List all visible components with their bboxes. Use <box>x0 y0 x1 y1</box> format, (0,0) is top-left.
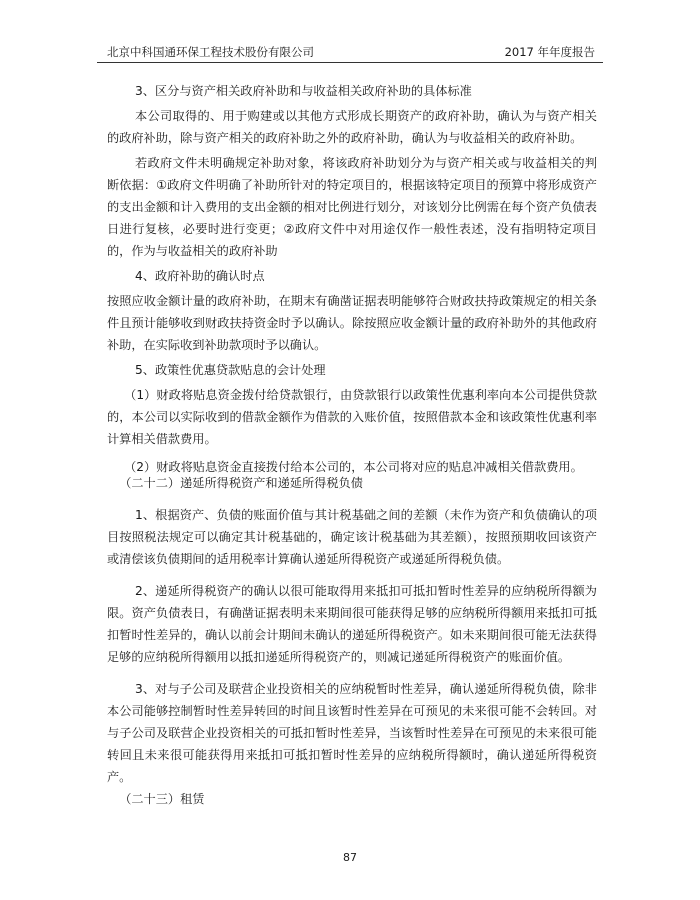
paragraph-asset-related-subsidy: 本公司取得的、用于购建或以其他方式形成长期资产的政府补助，确认为与资产相关的政府补助，除与资产相关的政府补助之外的政府补助，确认为与收益相关的政府补助。 <box>107 109 597 145</box>
section-heading-loan-interest: 5、政策性优惠贷款贴息的会计处理 <box>135 363 326 377</box>
page-header <box>97 40 603 60</box>
report-title: 2017 年年度报告 <box>504 45 595 59</box>
section-heading-subsidy-criteria: 3、区分与资产相关政府补助和与收益相关政府补助的具体标准 <box>135 84 472 98</box>
section-heading-recognition-timing: 4、政府补助的确认时点 <box>135 269 265 283</box>
paragraph-deferred-tax-3: 3、对与子公司及联营企业投资相关的应纳税暂时性差异，确认递延所得税负债，除非本公司能够控制暂时性差异转回的时间且该暂时性差异在可预见的未来很可能不会转回。对与子公司及联营企业投资相关的可抵扣暂时性差异，当该暂时性差异在可预见的未来很可能转回且未来很可能获得用来抵扣可抵扣暂时性差异的应纳税所得额时，确认递延所得税资产。 <box>107 682 597 784</box>
paragraph-classification-basis: 若政府文件未明确规定补助对象，将该政府补助划分为与资产相关或与收益相关的判断依据：①政府文件明确了补助所针对的特定项目的，根据该特定项目的预算中将形成资产的支出金额和计入费用的支出金额的相对比例进行划分，对该划分比例需在每个资产负债表日进行复核，必要时进行变更；②政府文件中对用途仅作一般性表述，没有指明特定项目的，作为与收益相关的政府补助 <box>107 156 597 258</box>
paragraph-loan-interest-2: （2）财政将贴息资金直接拨付给本公司的，本公司将对应的贴息冲减相关借款费用。 <box>124 460 583 474</box>
paragraph-loan-interest-1: （1）财政将贴息资金拨付给贷款银行，由贷款银行以政策性优惠利率向本公司提供贷款的，本公司以实际收到的借款金额作为借款的入账价值，按照借款本金和该政策性优惠利率计算相关借款费用。 <box>107 388 597 446</box>
document-body <box>107 80 597 810</box>
section-heading-deferred-tax: （二十二）递延所得税资产和递延所得税负债 <box>119 476 363 490</box>
section-heading-leases: （二十三）租赁 <box>119 792 205 806</box>
page-number: 87 <box>343 851 357 864</box>
paragraph-recognition-timing: 按照应收金额计量的政府补助，在期末有确凿证据表明能够符合财政扶持政策规定的相关条件且预计能够收到财政扶持资金时予以确认。除按照应收金额计量的政府补助外的其他政府补助，在实际收到补助款项时予以确认。 <box>107 294 597 352</box>
paragraph-deferred-tax-2: 2、递延所得税资产的确认以很可能取得用来抵扣可抵扣暂时性差异的应纳税所得额为限。资产负债表日，有确凿证据表明未来期间很可能获得足够的应纳税所得额用来抵扣可抵扣暂时性差异的，确认以前会计期间未确认的递延所得税资产。如未来期间很可能无法获得足够的应纳税所得额用以抵扣递延所得税资产的，则减记递延所得税资产的账面价值。 <box>107 584 597 664</box>
header-divider <box>97 62 603 63</box>
paragraph-deferred-tax-1: 1、根据资产、负债的账面价值与其计税基础之间的差额（未作为资产和负债确认的项目按照税法规定可以确定其计税基础的，确定该计税基础为其差额），按照预期收回该资产或清偿该负债期间的适用税率计算确认递延所得税资产或递延所得税负债。 <box>107 508 597 566</box>
company-name: 北京中科国通环保工程技术股份有限公司 <box>107 45 314 59</box>
